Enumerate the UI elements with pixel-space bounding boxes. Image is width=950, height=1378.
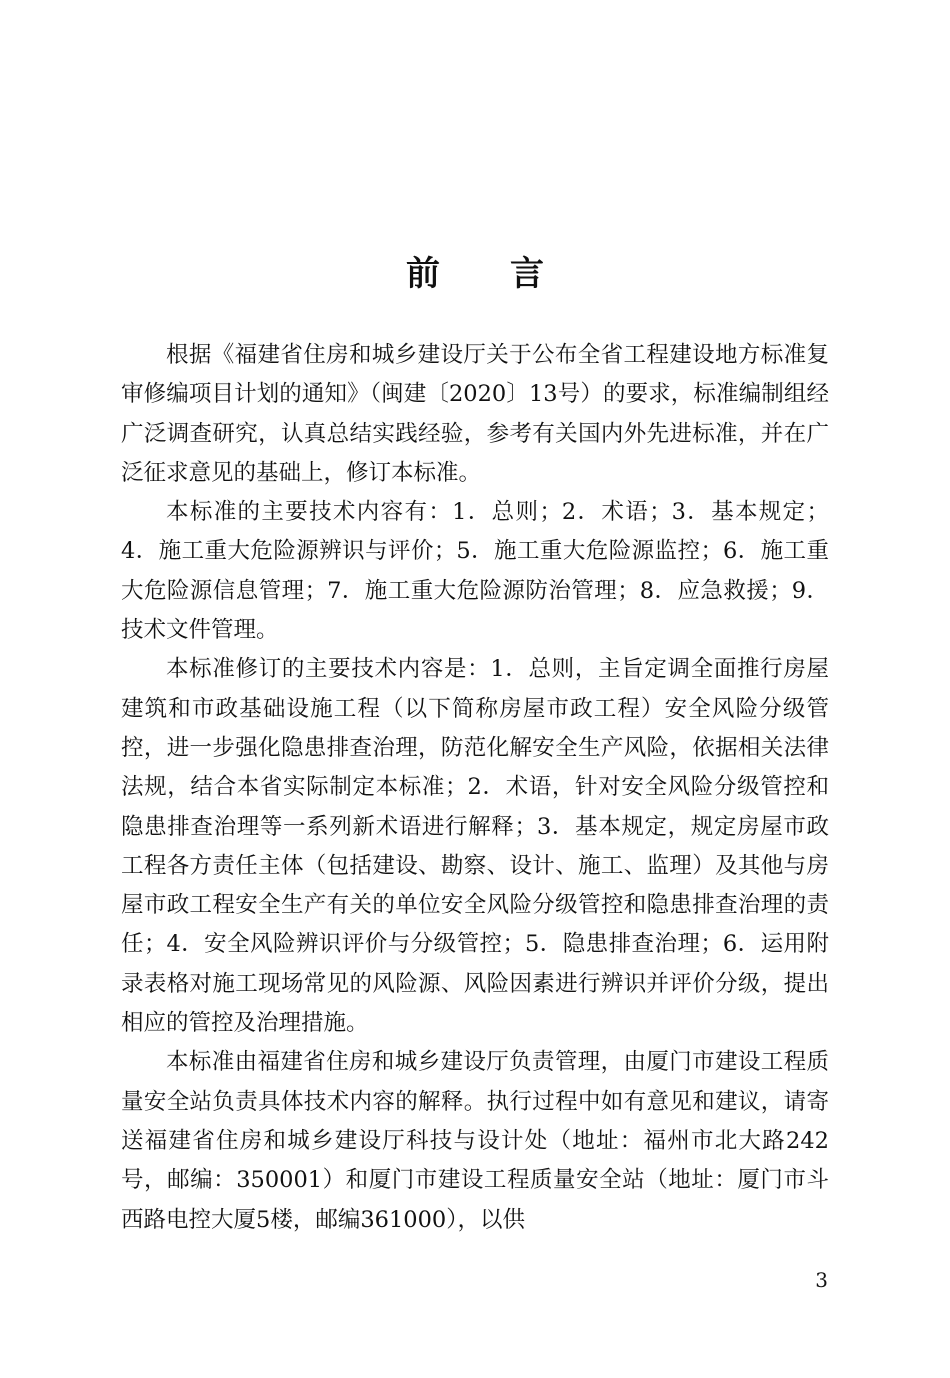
- paragraph-management: 本标准由福建省住房和城乡建设厅负责管理，由厦门市建设工程质量安全站负责具体技术内容的解释。执行过程中如有意见和建议，请寄送福建省住房和城乡建设厅科技与设计处（地址：福州市北大路242号，邮编：350001）和厦门市建设工程质量安全站（地址：厦门市斗西路电控大厦5楼，邮编361000），以供: [121, 1049, 829, 1233]
- paragraph-revision-content: 本标准修订的主要技术内容是：1．总则，主旨定调全面推行房屋建筑和市政基础设施工程（以下简称房屋市政工程）安全风险分级管控，进一步强化隐患排查治理，防范化解安全生产风险，依据相关法律法规，结合本省实际制定本标准；2．术语，针对安全风险分级管控和隐患排查治理等一系列新术语进行解释；3．基本规定，规定房屋市政工程各方责任主体（包括建设、勘察、设计、施工、监理）及其他与房屋市政工程安全生产有关的单位安全风险分级管控和隐患排查治理的责任；4．安全风险辨识评价与分级管控；5．隐患排查治理；6．运用附录表格对施工现场常见的风险源、风险因素进行辨识并评价分级，提出相应的管控及治理措施。: [121, 656, 829, 1037]
- paragraph-main-content: 本标准的主要技术内容有：1．总则；2．术语；3．基本规定；4．施工重大危险源辨识与评价；5．施工重大危险源监控；6．施工重大危险源信息管理；7．施工重大危险源防治管理；8．应急救援；9．技术文件管理。: [121, 499, 829, 644]
- document-body: [121, 336, 829, 1240]
- paragraph-basis: 根据《福建省住房和城乡建设厅关于公布全省工程建设地方标准复审修编项目计划的通知》（闽建〔2020〕13号）的要求，标准编制组经广泛调查研究，认真总结实践经验，参考有关国内外先进标准，并在广泛征求意见的基础上，修订本标准。: [121, 342, 829, 486]
- page-number: 3: [815, 1268, 828, 1292]
- page-title: 前言: [406, 254, 614, 294]
